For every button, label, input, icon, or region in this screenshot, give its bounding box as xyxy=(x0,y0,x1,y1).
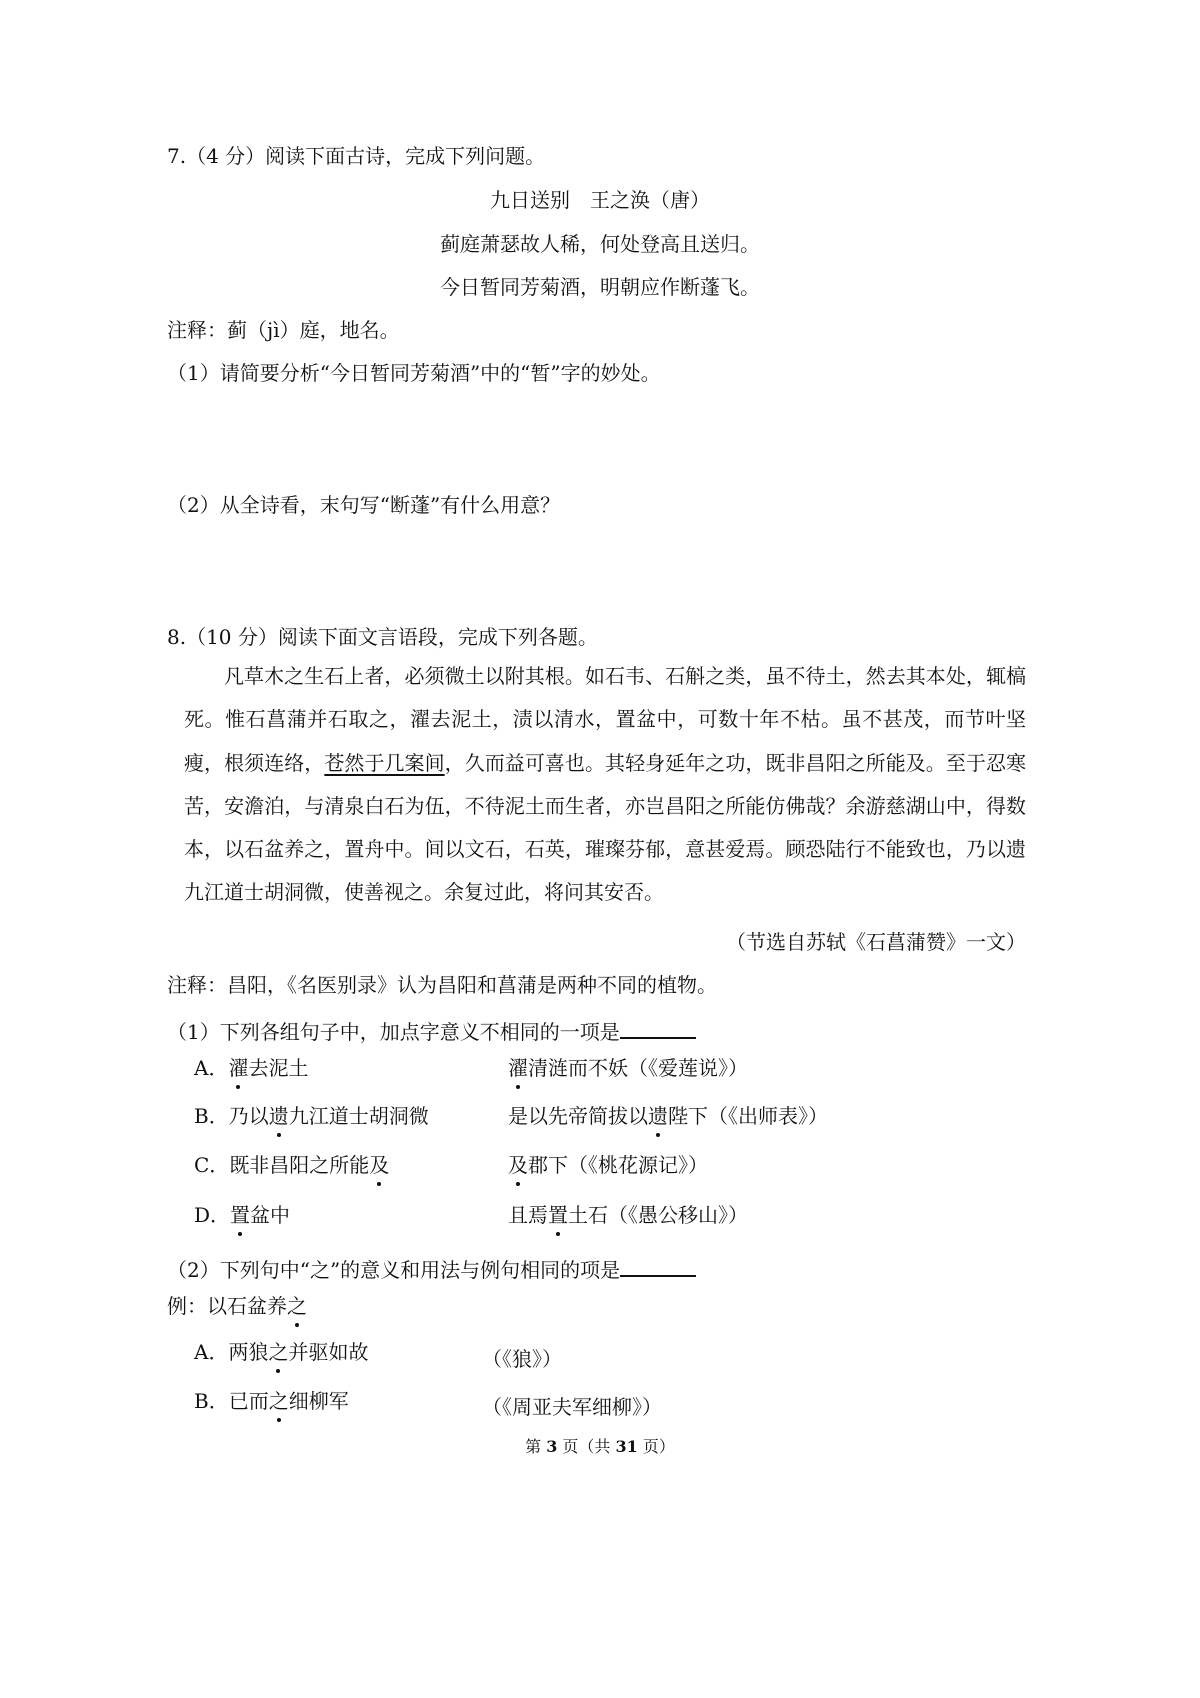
q8-sub2: （2）下列句中“之”的意义和用法与例句相同的项是 xyxy=(167,1255,696,1282)
q8-note: 注释：昌阳，《名医别录》认为昌阳和菖蒲是两种不同的植物。 xyxy=(167,973,717,997)
passage-source: （节选自苏轼《石菖蒲赞》一文） xyxy=(726,930,1026,954)
dotted-char: 置 xyxy=(230,1203,251,1227)
q7-sub2: （2）从全诗看，末句写“断蓬”有什么用意？ xyxy=(167,493,561,517)
option-b-compare: 是以先帝简拔以遗陛下（《出师表》） xyxy=(508,1104,828,1128)
q8-sub1: （1）下列各组句子中，加点字意义不相同的一项是 xyxy=(167,1017,696,1044)
passage-part-a: 凡草木之生石上者，必须微土以附其根。如石韦、石斛之类，虽不待土，然去其本处，辄槁死。惟石菖蒲并石取之，濯去泥土，渍以清水，置盆中，可数十年不枯。虽不甚茂，而节叶坚瘦，根须连络， xyxy=(184,664,1026,775)
dotted-char: 及 xyxy=(369,1153,390,1177)
option-c-compare: 及郡下（《桃花源记》） xyxy=(508,1153,708,1177)
answer-blank xyxy=(620,1255,696,1277)
answer-blank xyxy=(620,1017,696,1039)
example-sentence: 例：以石盆养之 xyxy=(167,1294,307,1318)
option2-a: A．两狼之并驱如故 xyxy=(194,1340,369,1364)
option-a-compare: 濯清涟而不妖（《爱莲说》） xyxy=(508,1056,748,1080)
q8-stem: 8.（10 分）阅读下面文言语段，完成下列各题。 xyxy=(167,625,598,649)
dotted-char: 及 xyxy=(508,1153,528,1177)
dotted-char: 之 xyxy=(268,1340,289,1364)
dotted-char: 濯 xyxy=(508,1056,528,1080)
page-footer: 第 3 页（共 31 页） xyxy=(525,1437,675,1456)
passage-underlined: 苍然于几案间 xyxy=(324,750,445,775)
q7-sub1: （1）请简要分析“今日暂同芳菊酒”中的“暂”字的妙处。 xyxy=(167,361,661,385)
option-c: C．既非昌阳之所能及 xyxy=(194,1153,390,1177)
poem-line-1: 蓟庭萧瑟故人稀，何处登高且送归。 xyxy=(440,232,760,256)
dotted-char: 濯 xyxy=(228,1056,249,1080)
q7-note: 注释：蓟（jì）庭，地名。 xyxy=(167,318,400,342)
poem-title: 九日送别 王之涣（唐） xyxy=(490,188,710,212)
dotted-char: 遗 xyxy=(268,1104,289,1128)
option-b: B．乃以遗九江道士胡洞微 xyxy=(194,1104,429,1128)
poem-line-2: 今日暂同芳菊酒，明朝应作断蓬飞。 xyxy=(440,275,760,299)
option-d-compare: 且焉置土石（《愚公移山》） xyxy=(508,1203,748,1227)
dotted-char: 遗 xyxy=(648,1104,668,1128)
dotted-char: 之 xyxy=(268,1389,289,1413)
dotted-char: 之 xyxy=(287,1294,307,1318)
dotted-char: 置 xyxy=(548,1203,568,1227)
passage-part-b: ，久而益可喜也。其轻身延年之功，既非昌阳之所能及。至于忍寒苦，安澹泊，与清泉白石为伍，不待泥土而生者，亦岂昌阳之所能仿佛哉？余游慈湖山中，得数本，以石盆养之，置舟中。间以文石，石英，璀璨芬郁，意甚爱焉。顾恐陆行不能致也，乃以遗九江道士胡洞微，使善视之。余复过此，将问其安否。 xyxy=(184,750,1027,905)
option2-a-source: （《狼》） xyxy=(482,1347,562,1371)
classical-passage xyxy=(184,655,1026,915)
option-d: D．置盆中 xyxy=(194,1203,291,1227)
page-total: 31 xyxy=(615,1437,638,1456)
option-a: A．濯去泥土 xyxy=(194,1056,309,1080)
option2-b-source: （《周亚夫军细柳》） xyxy=(482,1395,662,1419)
page-number: 3 xyxy=(546,1437,558,1456)
q7-stem: 7.（4 分）阅读下面古诗，完成下列问题。 xyxy=(167,144,546,168)
option2-b: B．已而之细柳军 xyxy=(194,1389,349,1413)
